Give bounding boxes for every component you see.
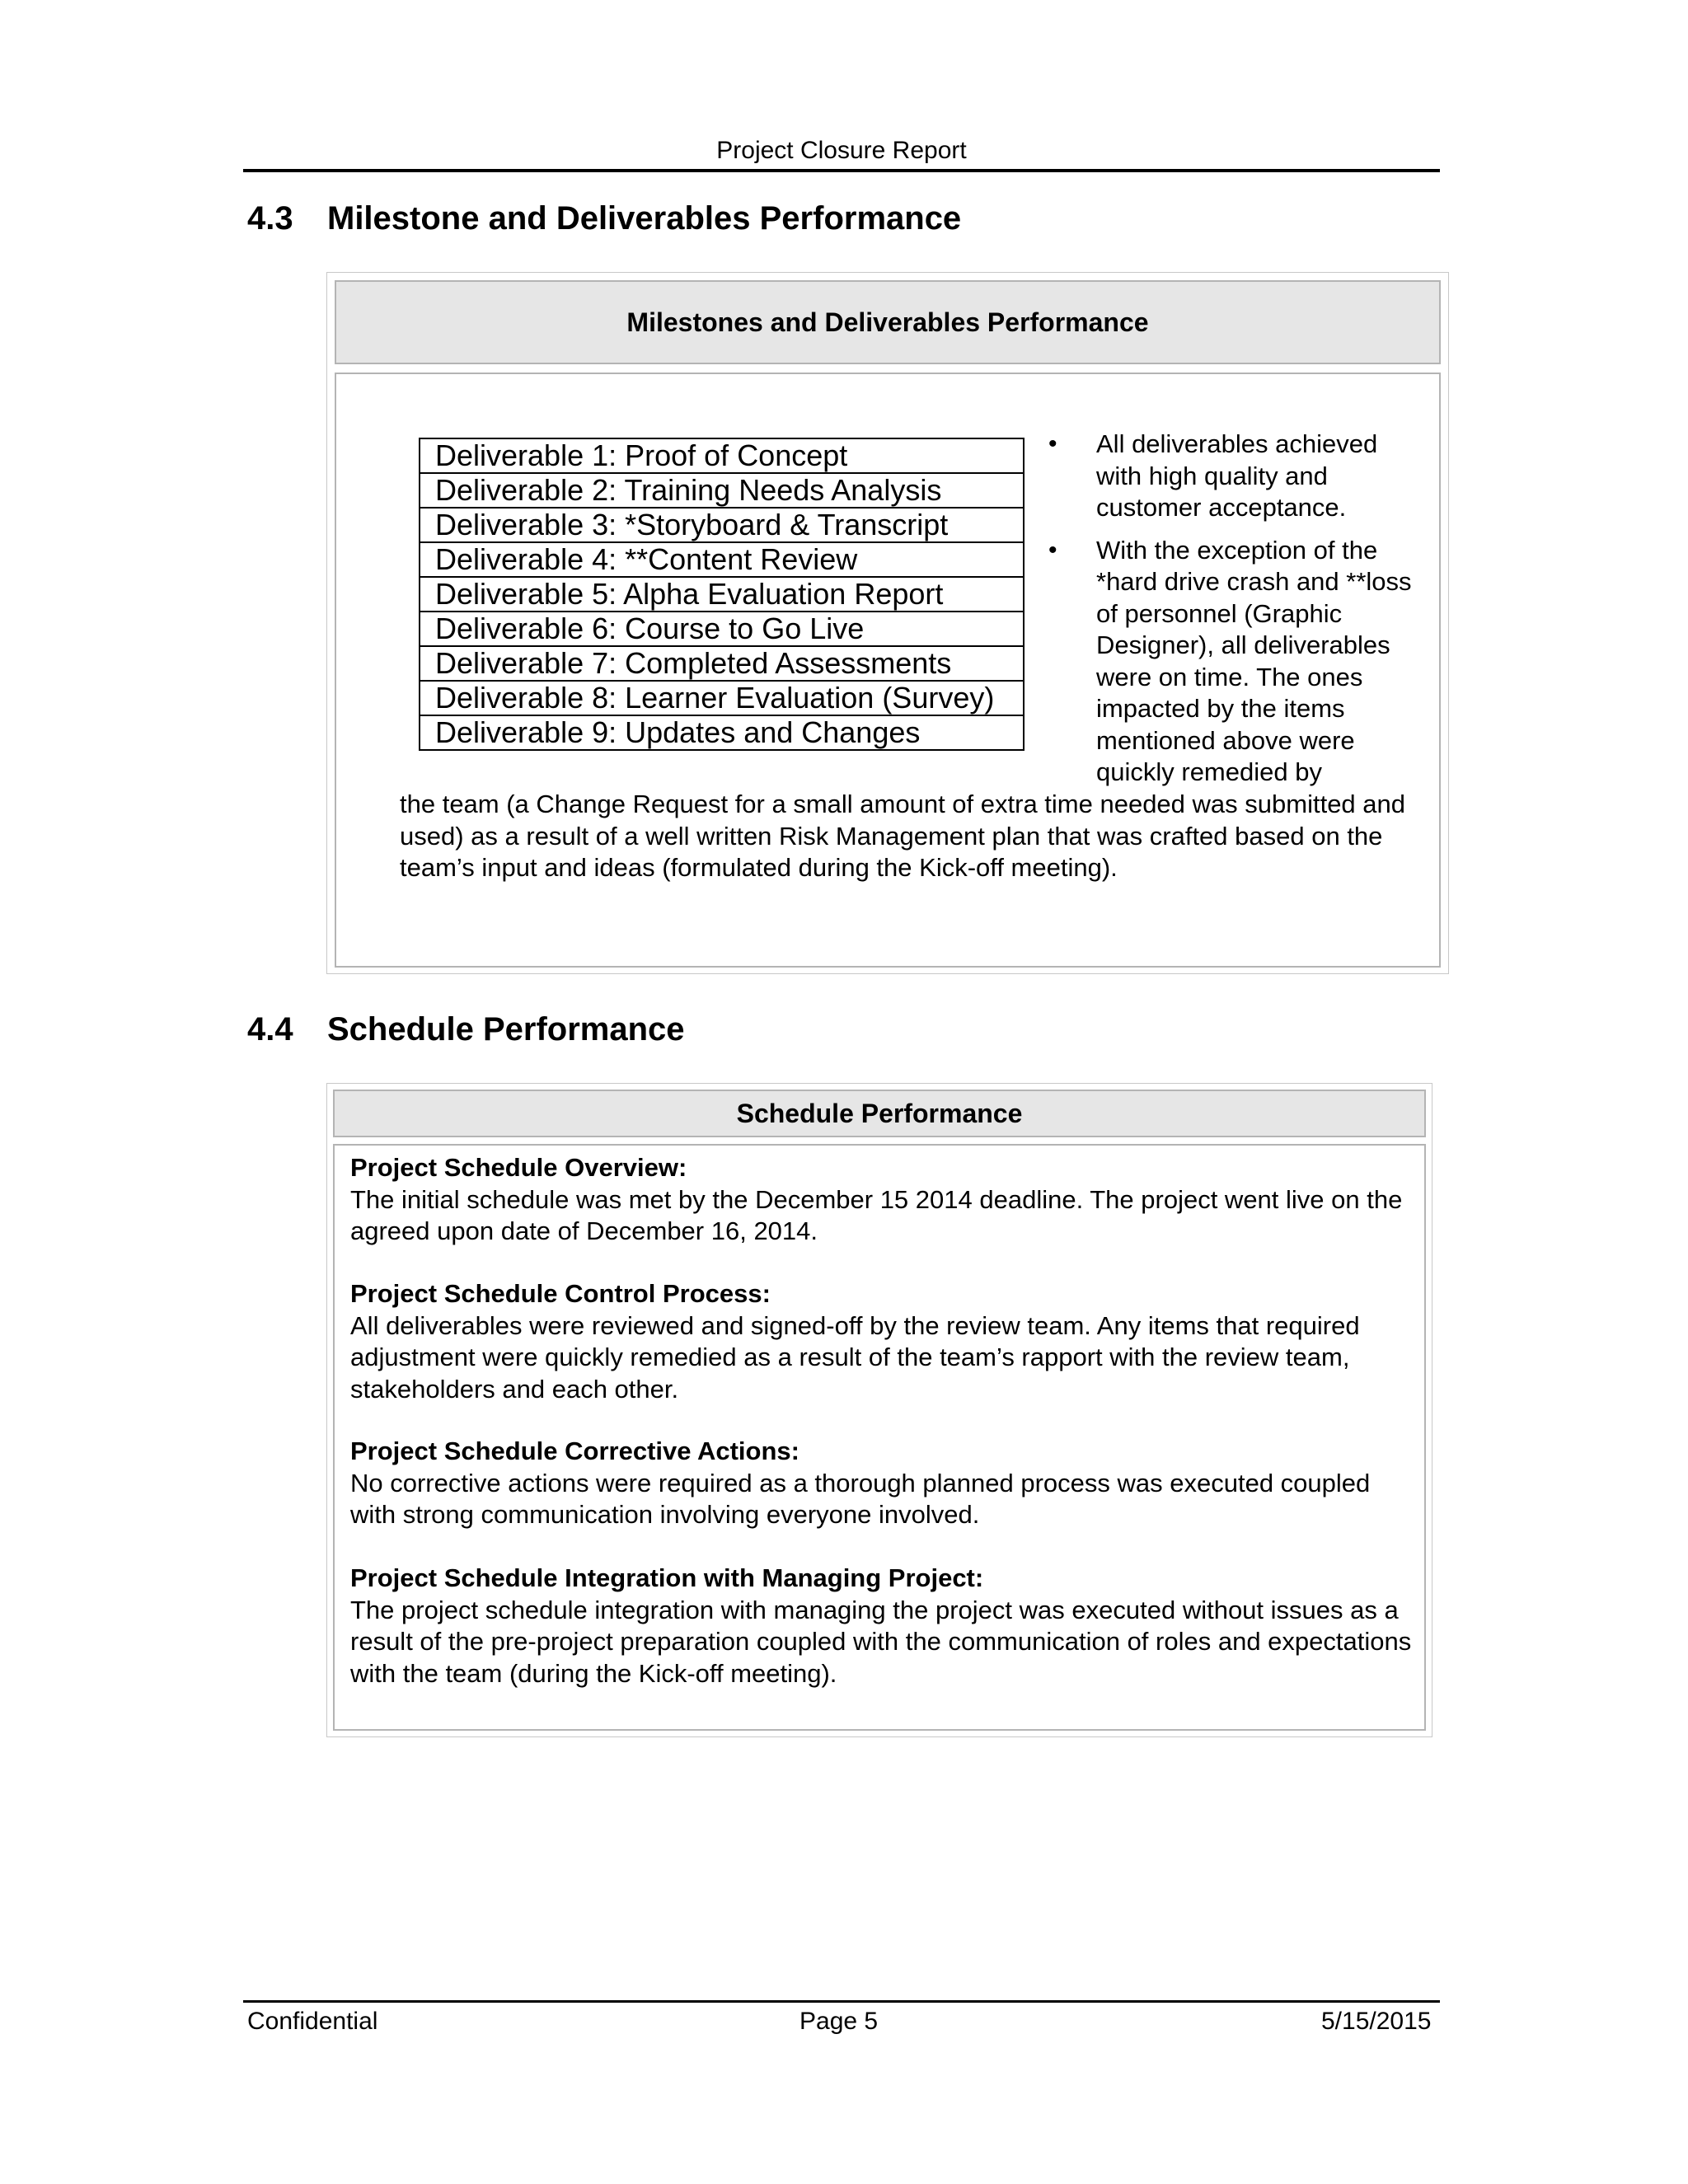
bullet-icon: •	[1048, 430, 1057, 457]
block-text: The initial schedule was met by the December 15 2014 deadline. The project went live on the agreed upon date of December 16, 2014.	[350, 1184, 1403, 1245]
table-row	[420, 646, 1024, 681]
section-heading-4-4	[247, 1011, 685, 1048]
block-title: Project Schedule Integration with Managing Project:	[350, 1563, 984, 1592]
bullet-text: All deliverables achieved with high quality and customer acceptance.	[1096, 429, 1378, 522]
section-number: 4.3	[247, 200, 293, 237]
deliverable-cell: Deliverable 3: *Storyboard & Transcript	[420, 508, 1024, 542]
deliverable-cell: Deliverable 4: **Content Review	[420, 542, 1024, 577]
schedule-overview-block	[350, 1152, 1414, 1248]
table-row	[420, 542, 1024, 577]
block-title: Project Schedule Control Process:	[350, 1279, 771, 1308]
table-row	[420, 473, 1024, 508]
section-number: 4.4	[247, 1011, 293, 1047]
table-row	[420, 715, 1024, 750]
schedule-table-header: Schedule Performance	[333, 1090, 1426, 1137]
deliverable-cell: Deliverable 1: Proof of Concept	[420, 438, 1024, 473]
block-title: Project Schedule Corrective Actions:	[350, 1436, 799, 1465]
footer-date: 5/15/2015	[1321, 2008, 1432, 2035]
deliverables-continuation-text: the team (a Change Request for a small amount of extra time needed was submitted and used) as a result of a well written Risk Management plan that was crafted based on the team’s input and ideas (formulated during the Kick-off meeting).	[400, 790, 1406, 882]
table-row	[420, 438, 1024, 473]
deliverable-cell: Deliverable 9: Updates and Changes	[420, 715, 1024, 750]
milestones-table-header: Milestones and Deliverables Performance	[335, 280, 1441, 364]
deliverable-cell: Deliverable 2: Training Needs Analysis	[420, 473, 1024, 508]
deliverable-notes-list	[1040, 429, 1428, 799]
block-title: Project Schedule Overview:	[350, 1153, 687, 1182]
footer-page-number: Page 5	[799, 2008, 879, 2035]
bullet-icon: •	[1048, 536, 1057, 564]
page-header-title: Project Closure Report	[716, 137, 967, 164]
table-row	[420, 577, 1024, 612]
deliverable-cell: Deliverable 6: Course to Go Live	[420, 612, 1024, 646]
deliverable-cell: Deliverable 8: Learner Evaluation (Survey)	[420, 681, 1024, 715]
schedule-integration-block	[350, 1563, 1414, 1690]
section-title: Milestone and Deliverables Performance	[327, 200, 962, 237]
schedule-control-block	[350, 1278, 1414, 1405]
block-text: All deliverables were reviewed and signed-off by the review team. Any items that required adjustment were quickly remedied as a result of the team’s rapport with the review team, stakeholders and each other.	[350, 1310, 1360, 1404]
table-row	[420, 508, 1024, 542]
footer-confidential: Confidential	[247, 2008, 378, 2035]
block-text: No corrective actions were required as a thorough planned process was executed coupled with strong communication involving everyone involved.	[350, 1468, 1371, 1529]
section-title: Schedule Performance	[327, 1011, 685, 1047]
deliverable-cell: Deliverable 7: Completed Assessments	[420, 646, 1024, 681]
section-heading-4-3	[247, 200, 961, 237]
block-text: The project schedule integration with managing the project was executed without issues as a result of the pre-project preparation coupled with the communication of roles and expectations with the team (during the Kick-off meeting).	[350, 1595, 1412, 1688]
table-row	[420, 681, 1024, 715]
list-item	[1040, 535, 1428, 789]
deliverables-list	[419, 438, 1025, 751]
schedule-corrective-block	[350, 1436, 1414, 1531]
footer-rule	[243, 2000, 1440, 2003]
list-item	[1040, 429, 1428, 524]
header-rule	[243, 169, 1440, 172]
deliverable-cell: Deliverable 5: Alpha Evaluation Report	[420, 577, 1024, 612]
bullet-text: With the exception of the *hard drive crash and **loss of personnel (Graphic Designer), all deliverables were on time. The ones impacted by the items mentioned above were quickly remedied by	[1096, 535, 1412, 786]
table-row	[420, 612, 1024, 646]
